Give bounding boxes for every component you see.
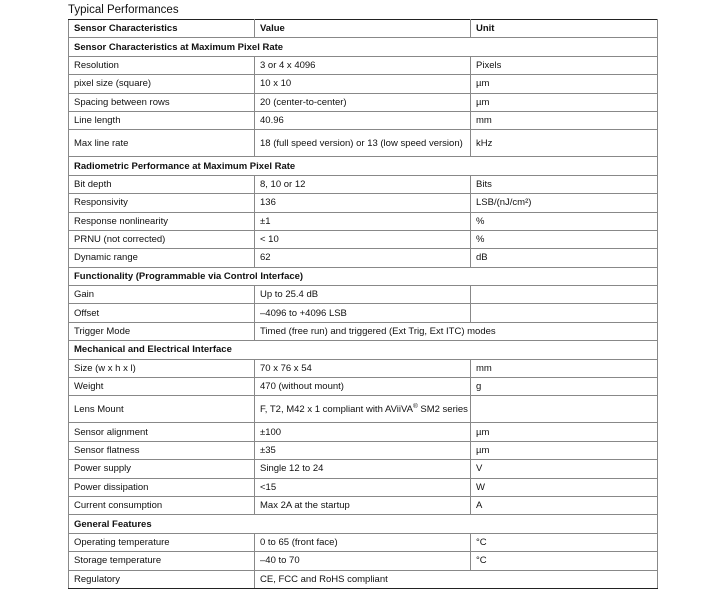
table-row [69, 478, 658, 496]
table-row [69, 441, 658, 459]
performance-table [68, 19, 658, 589]
unit-cell: V [471, 460, 658, 478]
table-row [69, 230, 658, 248]
characteristic-cell: Sensor flatness [69, 441, 255, 459]
table-row [69, 194, 658, 212]
table-row [69, 130, 658, 157]
value-cell: 3 or 4 x 4096 [255, 56, 471, 74]
unit-cell: °C [471, 533, 658, 551]
section-header-row [69, 341, 658, 359]
section-title: Mechanical and Electrical Interface [69, 341, 658, 359]
table-row [69, 322, 658, 340]
table-row [69, 460, 658, 478]
table-row [69, 378, 658, 396]
characteristic-cell: Gain [69, 286, 255, 304]
value-cell: ±100 [255, 423, 471, 441]
value-cell: CE, FCC and RoHS compliant [255, 570, 658, 588]
unit-cell: Bits [471, 175, 658, 193]
table-row [69, 570, 658, 588]
characteristic-cell: PRNU (not corrected) [69, 230, 255, 248]
unit-cell: °C [471, 552, 658, 570]
table-row [69, 552, 658, 570]
table-row [69, 175, 658, 193]
characteristic-cell: Line length [69, 111, 255, 129]
unit-cell: Pixels [471, 56, 658, 74]
header-unit: Unit [471, 20, 658, 38]
table-row [69, 93, 658, 111]
table-row [69, 249, 658, 267]
characteristic-cell: Regulatory [69, 570, 255, 588]
value-cell: 18 (full speed version) or 13 (low speed version) [255, 130, 471, 157]
table-row [69, 56, 658, 74]
value-text: F, T2, M42 x 1 compliant with AViiVA [260, 403, 413, 415]
value-cell: 8, 10 or 12 [255, 175, 471, 193]
section-title: Sensor Characteristics at Maximum Pixel Rate [69, 38, 658, 56]
characteristic-cell: Sensor alignment [69, 423, 255, 441]
header-value: Value [255, 20, 471, 38]
characteristic-cell: Trigger Mode [69, 322, 255, 340]
value-cell: –4096 to +4096 LSB [255, 304, 471, 322]
characteristic-cell: Operating temperature [69, 533, 255, 551]
table-row [69, 359, 658, 377]
unit-cell: A [471, 496, 658, 514]
table-row [69, 496, 658, 514]
characteristic-cell: Weight [69, 378, 255, 396]
characteristic-cell: pixel size (square) [69, 75, 255, 93]
characteristic-cell: Responsivity [69, 194, 255, 212]
section-header-row [69, 515, 658, 533]
section-title: Radiometric Performance at Maximum Pixel Rate [69, 157, 658, 175]
table-header-row [69, 20, 658, 38]
unit-cell: µm [471, 93, 658, 111]
unit-cell: µm [471, 75, 658, 93]
value-cell: Max 2A at the startup [255, 496, 471, 514]
unit-cell [471, 286, 658, 304]
unit-cell [471, 304, 658, 322]
unit-cell: kHz [471, 130, 658, 157]
unit-cell [471, 396, 658, 423]
section-title: Functionality (Programmable via Control Interface) [69, 267, 658, 285]
characteristic-cell: Dynamic range [69, 249, 255, 267]
characteristic-cell: Storage temperature [69, 552, 255, 570]
value-cell: < 10 [255, 230, 471, 248]
table-row [69, 533, 658, 551]
value-cell [255, 396, 471, 423]
table-row [69, 111, 658, 129]
value-cell: –40 to 70 [255, 552, 471, 570]
value-cell: ±35 [255, 441, 471, 459]
characteristic-cell: Spacing between rows [69, 93, 255, 111]
value-cell: Timed (free run) and triggered (Ext Trig, Ext ITC) modes [255, 322, 658, 340]
section-title: General Features [69, 515, 658, 533]
characteristic-cell: Response nonlinearity [69, 212, 255, 230]
characteristic-cell: Power supply [69, 460, 255, 478]
characteristic-cell: Max line rate [69, 130, 255, 157]
value-cell: Single 12 to 24 [255, 460, 471, 478]
unit-cell: µm [471, 441, 658, 459]
value-cell: ±1 [255, 212, 471, 230]
characteristic-cell: Offset [69, 304, 255, 322]
table-row [69, 396, 658, 423]
value-cell: 136 [255, 194, 471, 212]
table-row [69, 75, 658, 93]
value-cell: 20 (center-to-center) [255, 93, 471, 111]
document-title: Typical Performances [68, 4, 179, 16]
value-cell: 40.96 [255, 111, 471, 129]
section-header-row [69, 267, 658, 285]
unit-cell: % [471, 230, 658, 248]
table-row [69, 212, 658, 230]
unit-cell: W [471, 478, 658, 496]
characteristic-cell: Resolution [69, 56, 255, 74]
section-header-row [69, 157, 658, 175]
characteristic-cell: Bit depth [69, 175, 255, 193]
unit-cell: mm [471, 359, 658, 377]
characteristic-cell: Lens Mount [69, 396, 255, 423]
unit-cell: dB [471, 249, 658, 267]
unit-cell: g [471, 378, 658, 396]
value-cell: <15 [255, 478, 471, 496]
value-cell: 0 to 65 (front face) [255, 533, 471, 551]
value-cell: 62 [255, 249, 471, 267]
table-row [69, 423, 658, 441]
unit-cell: LSB/(nJ/cm²) [471, 194, 658, 212]
unit-cell: % [471, 212, 658, 230]
characteristic-cell: Size (w x h x l) [69, 359, 255, 377]
characteristic-cell: Power dissipation [69, 478, 255, 496]
value-cell: 70 x 76 x 54 [255, 359, 471, 377]
unit-cell: µm [471, 423, 658, 441]
unit-cell: mm [471, 111, 658, 129]
header-characteristics: Sensor Characteristics [69, 20, 255, 38]
table-row [69, 304, 658, 322]
value-cell: 470 (without mount) [255, 378, 471, 396]
table-row [69, 286, 658, 304]
value-cell: 10 x 10 [255, 75, 471, 93]
registered-mark: ® [412, 402, 418, 410]
table-body [69, 38, 658, 589]
value-cell: Up to 25.4 dB [255, 286, 471, 304]
section-header-row [69, 38, 658, 56]
value-text-tail: SM2 series [417, 403, 468, 415]
characteristic-cell: Current consumption [69, 496, 255, 514]
